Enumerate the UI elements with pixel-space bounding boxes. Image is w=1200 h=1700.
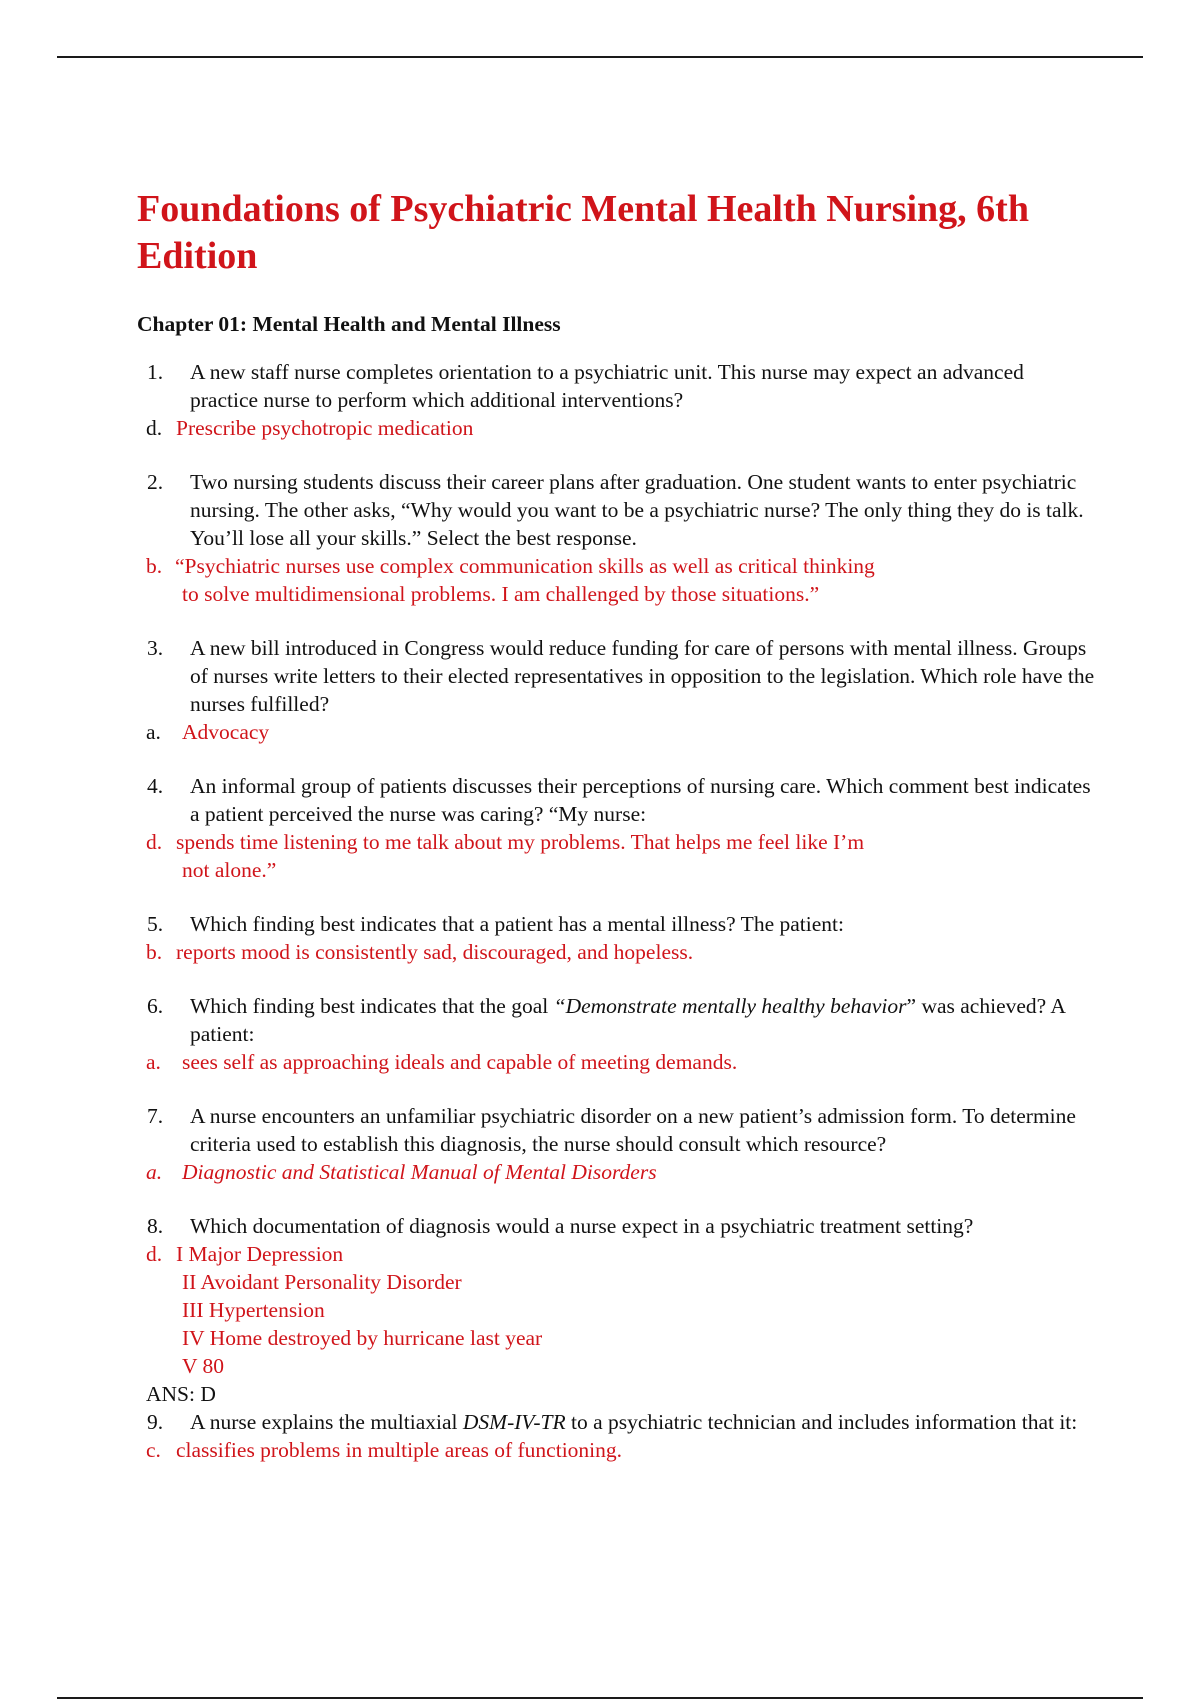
question-text: Which finding best indicates that a patient has a mental illness? The patient:	[190, 912, 844, 936]
answer-text: classifies problems in multiple areas of functioning.	[176, 1438, 623, 1462]
answer-line-axis-4: IV Home destroyed by hurricane last year	[182, 1326, 543, 1350]
answer-line-axis-5: V 80	[182, 1354, 225, 1378]
dsm-title: DSM-IV-TR	[462, 1410, 566, 1434]
answer-letter: b.	[146, 554, 163, 578]
question-7	[137, 1102, 1097, 1158]
question-number: 1.	[147, 360, 164, 384]
answer-7	[137, 1158, 1097, 1186]
question-number: 7.	[147, 1104, 164, 1128]
question-text: An informal group of patients discusses their perceptions of nursing care. Which comment best indicates a patient perceived the nurse was caring? “My nurse:	[190, 774, 1091, 826]
question-number: 9.	[147, 1410, 164, 1434]
answer-text-continued: not alone.”	[182, 858, 277, 882]
answer-text: spends time listening to me talk about my problems. That helps me feel like I’m	[176, 830, 865, 854]
answer-2	[137, 552, 1097, 608]
question-text: Two nursing students discuss their career plans after graduation. One student wants to enter psychiatric nursing. The other asks, “Why would you want to be a psychiatric nurse? The only thing they do is talk. You’ll lose all your skills.” Select the best response.	[190, 470, 1084, 550]
answer-text: sees self as approaching ideals and capable of meeting demands.	[182, 1050, 738, 1074]
question-text: Which documentation of diagnosis would a nurse expect in a psychiatric treatment setting?	[190, 1214, 974, 1238]
question-5	[137, 910, 1097, 938]
answer-letter: a.	[146, 720, 161, 744]
question-number: 6.	[147, 994, 164, 1018]
question-text	[190, 1408, 1097, 1436]
answer-key: ANS: D	[146, 1382, 216, 1406]
chapter-heading: Chapter 01: Mental Health and Mental Illness	[137, 312, 561, 336]
question-text-part: A nurse explains the multiaxial	[190, 1410, 463, 1434]
answer-letter: a.	[146, 1160, 163, 1184]
answer-text-continued: to solve multidimensional problems. I am challenged by those situations.”	[182, 582, 820, 606]
answer-text: Diagnostic and Statistical Manual of Mental Disorders	[182, 1160, 657, 1184]
answer-letter: c.	[146, 1438, 161, 1462]
question-number: 5.	[147, 912, 164, 936]
answer-5	[137, 938, 1097, 966]
question-4	[137, 772, 1097, 828]
question-number: 4.	[147, 774, 164, 798]
answer-text: Prescribe psychotropic medication	[176, 416, 474, 440]
answer-letter: b.	[146, 940, 163, 964]
question-number: 2.	[147, 470, 164, 494]
bottom-rule	[57, 1697, 1143, 1699]
answer-3	[137, 718, 1097, 746]
question-text: A nurse encounters an unfamiliar psychiatric disorder on a new patient’s admission form. To determine criteria used to establish this diagnosis, the nurse should consult which resource?	[190, 1104, 1076, 1156]
answer-letter: d.	[146, 1242, 163, 1266]
question-text	[190, 992, 1097, 1048]
document-title: Foundations of Psychiatric Mental Health Nursing, 6th Edition	[137, 188, 1029, 277]
question-2	[137, 468, 1097, 552]
document-body	[137, 186, 1097, 1464]
question-9	[137, 1408, 1097, 1436]
answer-text: reports mood is consistently sad, discouraged, and hopeless.	[176, 940, 694, 964]
answer-1	[137, 414, 1097, 442]
top-rule	[57, 56, 1143, 58]
question-number: 8.	[147, 1214, 164, 1238]
answer-text: “Psychiatric nurses use complex communication skills as well as critical thinking	[175, 554, 875, 578]
question-text: A new bill introduced in Congress would reduce funding for care of persons with mental illness. Groups of nurses write letters to their elected representatives in opposition to the legislation. Which role have the nurses fulfilled?	[190, 636, 1095, 716]
question-text: A new staff nurse completes orientation to a psychiatric unit. This nurse may expect an advanced practice nurse to perform which additional interventions?	[190, 360, 1024, 412]
question-text-part: to a psychiatric technician and includes information that it:	[565, 1410, 1078, 1434]
answer-line-axis-1: I Major Depression	[176, 1242, 344, 1266]
question-1	[137, 358, 1097, 414]
answer-9	[137, 1436, 1097, 1464]
question-3	[137, 634, 1097, 718]
answer-8	[137, 1240, 1097, 1380]
question-number: 3.	[147, 636, 164, 660]
answer-text: Advocacy	[182, 720, 270, 744]
answer-4	[137, 828, 1097, 884]
answer-6	[137, 1048, 1097, 1076]
answer-letter: a.	[146, 1050, 161, 1074]
question-8	[137, 1212, 1097, 1240]
goal-quote: “Demonstrate mentally healthy behavior	[553, 994, 907, 1018]
question-text-part: Which finding best indicates that the goal	[190, 994, 554, 1018]
answer-letter: d.	[146, 830, 163, 854]
answer-line-axis-2: II Avoidant Personality Disorder	[182, 1270, 462, 1294]
answer-line-axis-3: III Hypertension	[182, 1298, 325, 1322]
question-6	[137, 992, 1097, 1048]
answer-letter: d.	[146, 416, 163, 440]
question-text-part: ” was achieved? A patient:	[190, 994, 1065, 1046]
